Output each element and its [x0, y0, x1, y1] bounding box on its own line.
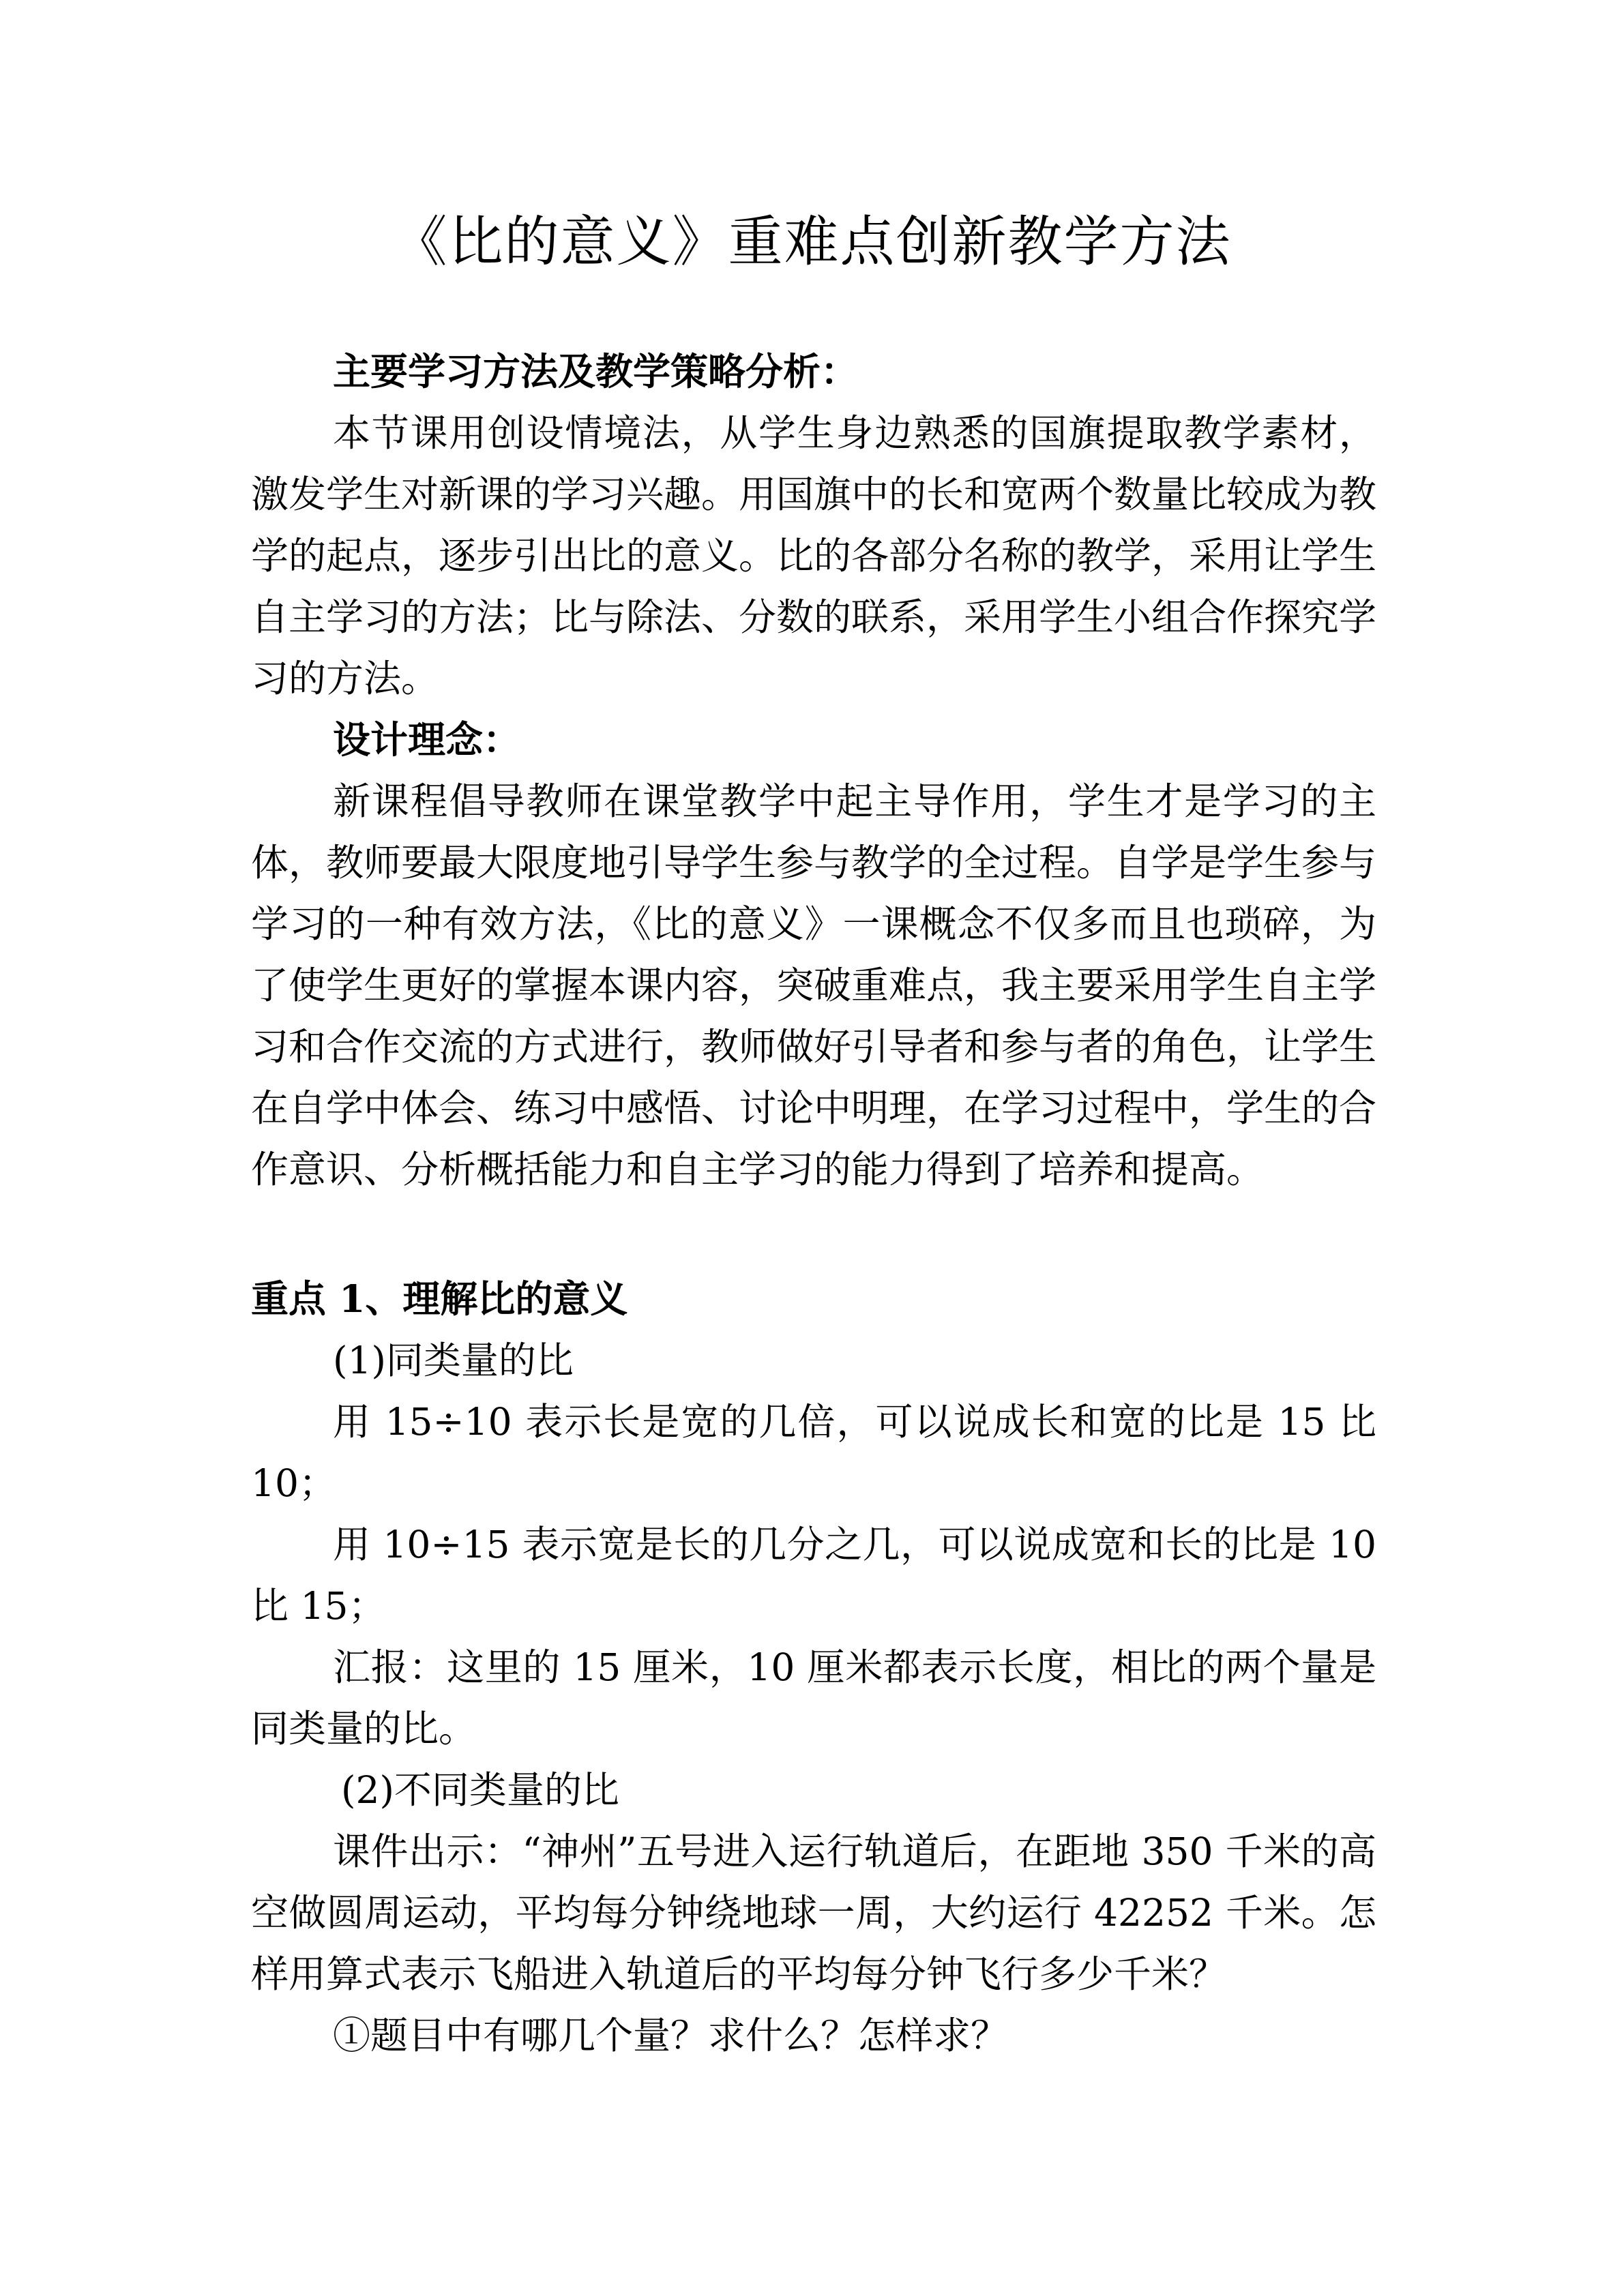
paragraph-design: 新课程倡导教师在课堂教学中起主导作用，学生才是学习的主体，教师要最大限度地引导学生参与教学的全过程。自学是学生参与学习的一种有效方法，《比的意义》一课概念不仅多而且也琐碎，为了使学生更好的掌握本课内容，突破重难点，我主要采用学生自主学习和合作交流的方式进行，教师做好引导者和参与者的角色，让学生在自学中体会、练习中感悟、讨论中明理，在学习过程中，学生的合作意识、分析概括能力和自主学习的能力得到了培养和提高。	[251, 779, 1377, 1191]
section-heading-design: 设计理念：	[333, 717, 521, 762]
page-title: 《比的意义》重难点创新教学方法	[392, 210, 1232, 273]
paragraph-report: 汇报：这里的 15 厘米，10 厘米都表示长度，相比的两个量是同类量的比。	[251, 1645, 1376, 1750]
subheading-different-kind: (2)不同类量的比	[341, 1768, 619, 1812]
section-heading-methods: 主要学习方法及教学策略分析：	[333, 349, 859, 393]
subheading-same-kind: (1)同类量的比	[333, 1339, 574, 1382]
section-heading-key-point: 重点 1、理解比的意义	[251, 1277, 628, 1321]
document-body	[251, 341, 1376, 2066]
paragraph-ratio-15-10: 用 15÷10 表示长是宽的几倍，可以说成长和宽的比是 15 比 10；	[251, 1400, 1376, 1505]
blank-line	[251, 1200, 1376, 1268]
paragraph-methods: 本节课用创设情境法，从学生身边熟悉的国旗提取教学素材，激发学生对新课的学习兴趣。用国旗中的长和宽两个数量比较成为教学的起点，逐步引出比的意义。比的各部分名称的教学，采用让学生自主学习的方法；比与除法、分数的联系，采用学生小组合作探究学习的方法。	[251, 411, 1377, 700]
paragraph-question-1: ①题目中有哪几个量？求什么？怎样求？	[333, 2014, 1009, 2057]
paragraph-ratio-10-15: 用 10÷15 表示宽是长的几分之几，可以说成宽和长的比是 10 比 15；	[251, 1523, 1376, 1628]
paragraph-shenzhou: 课件出示：“神州”五号进入运行轨道后，在距地 350 千米的高空做圆周运动，平均每分钟绕地球一周，大约运行 42252 千米。怎样用算式表示飞船进入轨道后的平均每分钟飞行多少千米？	[251, 1830, 1376, 1996]
